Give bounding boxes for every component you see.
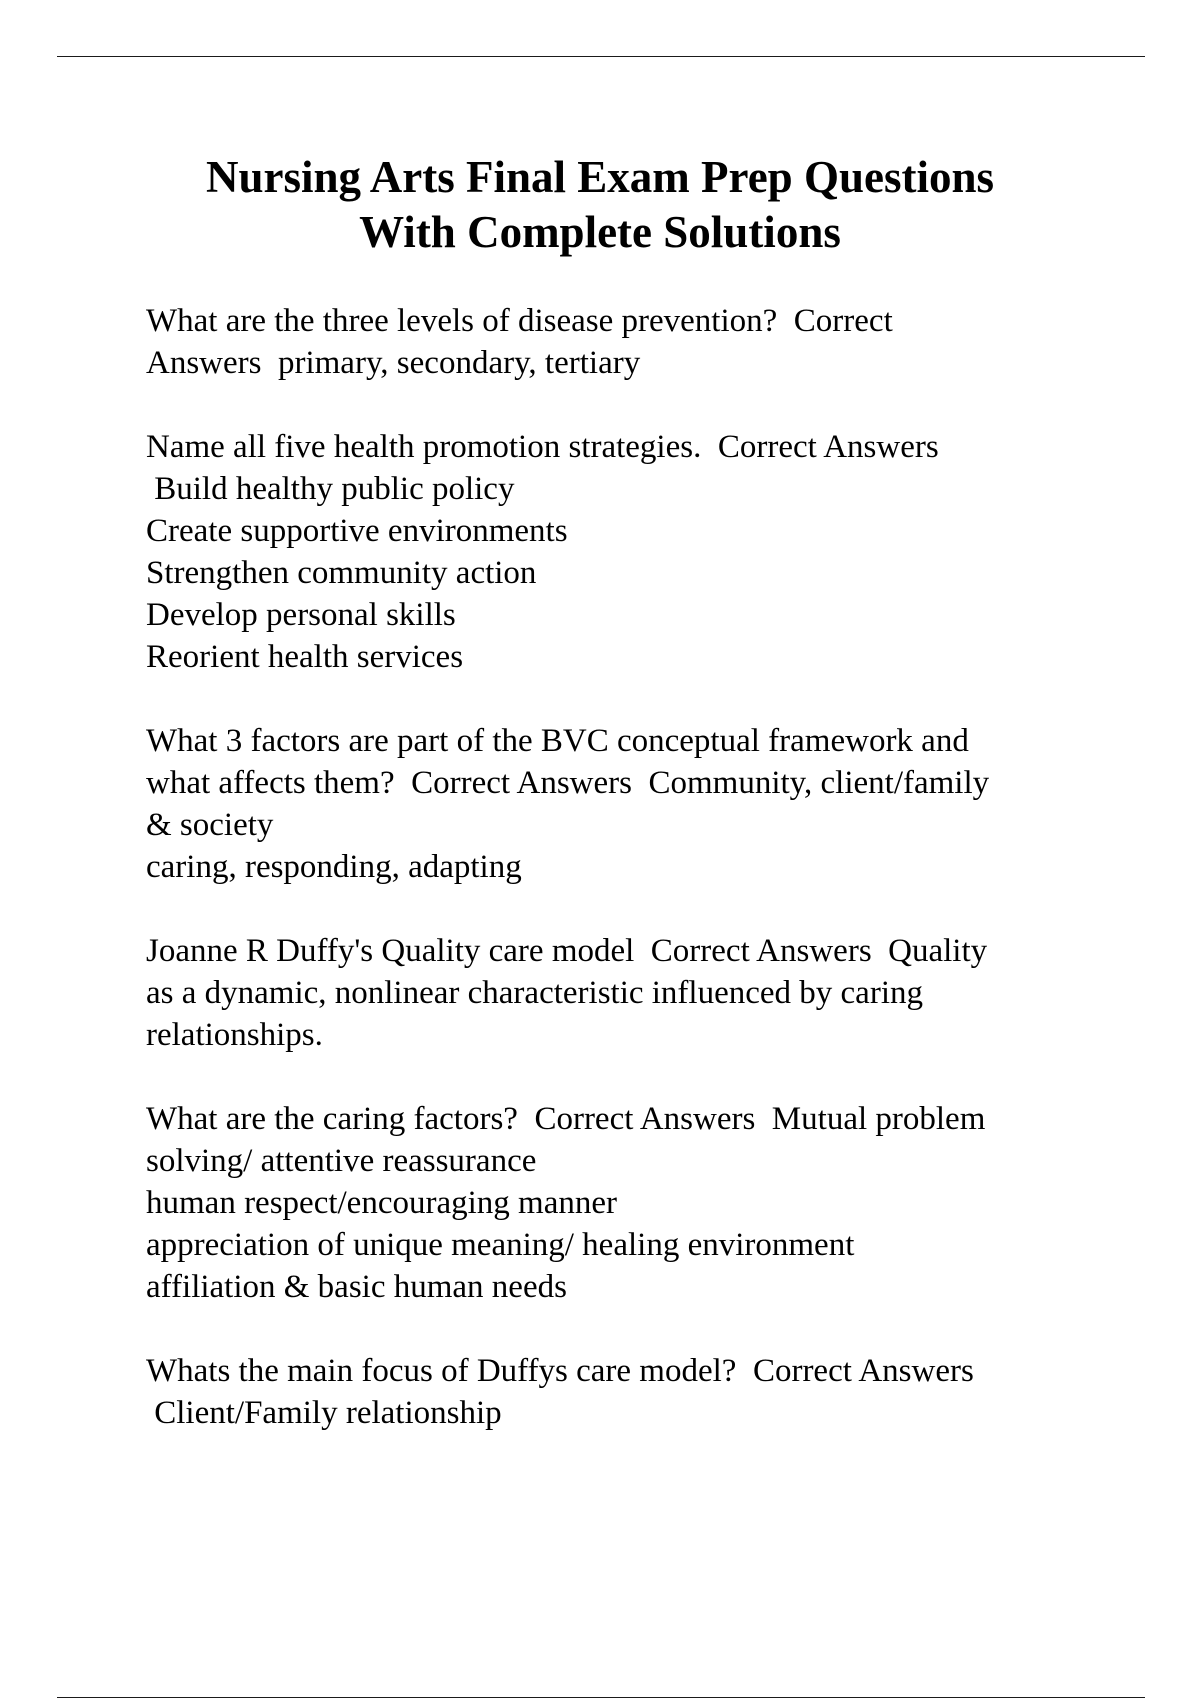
entry-line: & society [146, 807, 274, 843]
page-title [100, 150, 1100, 260]
entry-line: Strengthen community action [146, 555, 537, 591]
top-rule [57, 56, 1145, 57]
entry-gap [146, 678, 1096, 720]
entry-line: Client/Family relationship [146, 1395, 502, 1431]
entry-line: Develop personal skills [146, 597, 456, 633]
entry-line: Whats the main focus of Duffys care model? Correct Answers [146, 1353, 974, 1389]
entry-line: relationships. [146, 1017, 323, 1053]
entry-gap [146, 1308, 1096, 1350]
entry-line: what affects them? Correct Answers Community, client/family [146, 765, 990, 801]
entry-gap [146, 888, 1096, 930]
entry-line: Name all five health promotion strategies. Correct Answers [146, 429, 939, 465]
qa-entry [146, 1098, 1096, 1308]
entry-line: Build healthy public policy [146, 471, 515, 507]
entry-gap [146, 384, 1096, 426]
entry-line: What are the caring factors? Correct Answers Mutual problem [146, 1101, 986, 1137]
qa-list [146, 300, 1096, 1434]
entry-gap [146, 1056, 1096, 1098]
entry-line: appreciation of unique meaning/ healing environment [146, 1227, 855, 1263]
qa-entry [146, 720, 1096, 888]
entry-line: affiliation & basic human needs [146, 1269, 567, 1305]
title-line-2: With Complete Solutions [359, 207, 841, 257]
bottom-rule [57, 1697, 1145, 1698]
title-line-1: Nursing Arts Final Exam Prep Questions [206, 152, 994, 202]
entry-line: human respect/encouraging manner [146, 1185, 617, 1221]
entry-line: What are the three levels of disease prevention? Correct [146, 303, 893, 339]
qa-entry [146, 930, 1096, 1056]
entry-line: solving/ attentive reassurance [146, 1143, 537, 1179]
entry-line: What 3 factors are part of the BVC conceptual framework and [146, 723, 969, 759]
entry-line: as a dynamic, nonlinear characteristic influenced by caring [146, 975, 923, 1011]
qa-entry [146, 1350, 1096, 1434]
qa-entry [146, 300, 1096, 384]
entry-line: Reorient health services [146, 639, 464, 675]
qa-entry [146, 426, 1096, 678]
entry-line: caring, responding, adapting [146, 849, 522, 885]
entry-line: Answers primary, secondary, tertiary [146, 345, 641, 381]
entry-line: Joanne R Duffy's Quality care model Correct Answers Quality [146, 933, 988, 969]
entry-line: Create supportive environments [146, 513, 568, 549]
